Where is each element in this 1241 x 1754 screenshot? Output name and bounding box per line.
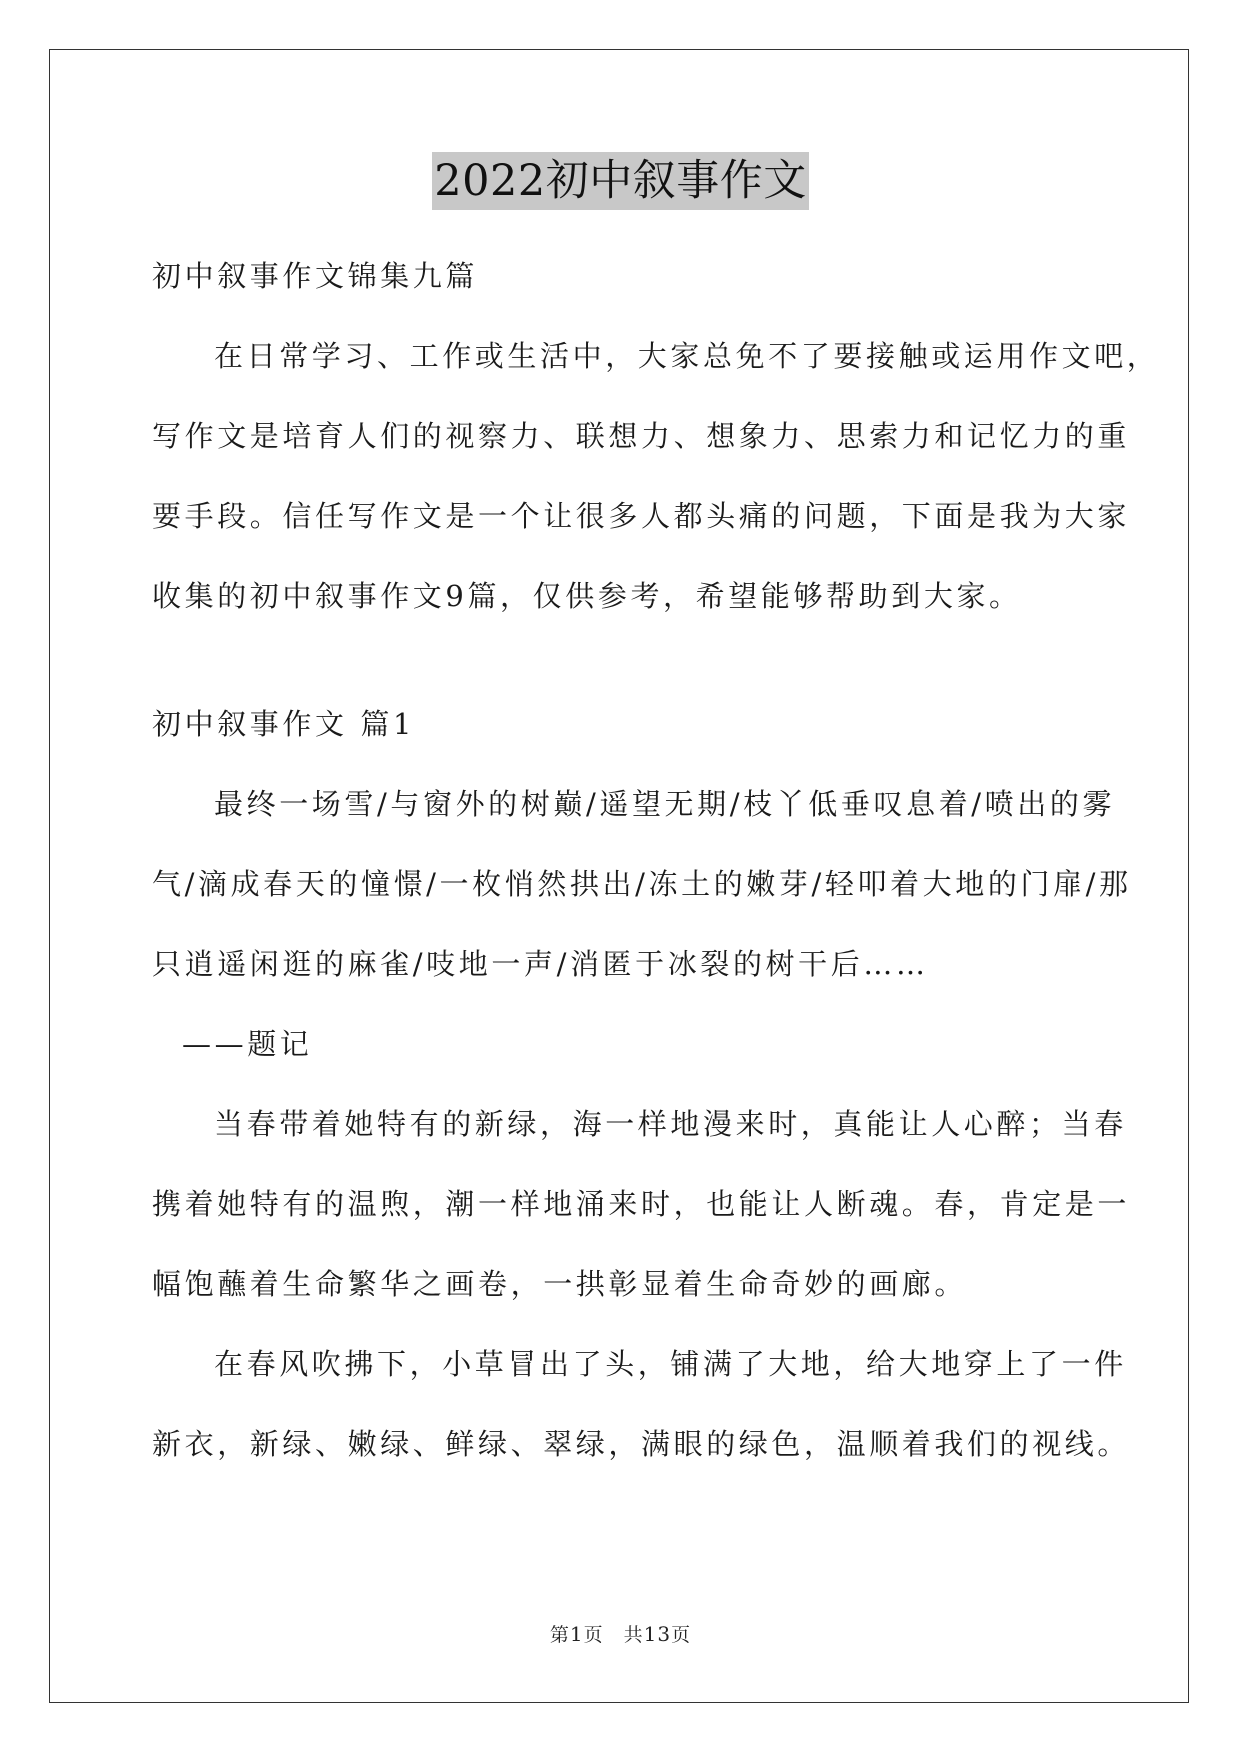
subtitle-line: 初中叙事作文锦集九篇: [152, 259, 479, 293]
intro-line: 收集的初中叙事作文9篇，仅供参考，希望能够帮助到大家。: [152, 579, 1022, 613]
document-title: 2022初中叙事作文: [432, 152, 808, 210]
paragraph-2: [152, 1324, 1131, 1484]
intro-line: 在日常学习、工作或生活中，大家总免不了要接触或运用作文吧，: [214, 339, 1160, 373]
footer-mid: 页 共: [583, 1624, 644, 1646]
paragraph-line: 新衣，新绿、嫩绿、鲜绿、翠绿，满眼的绿色，温顺着我们的视线。: [152, 1427, 1131, 1461]
poem-line: 气/滴成春天的憧憬/一枚悄然拱出/冻土的嫩芽/轻叩着大地的门扉/那: [152, 867, 1132, 901]
intro-paragraph: [152, 316, 1160, 636]
section-heading-text: 初中叙事作文 篇1: [152, 707, 416, 741]
footer-suffix: 页: [671, 1624, 692, 1646]
poem-paragraph: [152, 764, 1132, 1084]
section-heading: [152, 684, 1092, 764]
paragraph-line: 当春带着她特有的新绿，海一样地漫来时，真能让人心醉；当春: [214, 1107, 1127, 1141]
page-footer: [0, 1620, 1241, 1647]
poem-line: 只逍遥闲逛的麻雀/吱地一声/消匿于冰裂的树干后……: [152, 947, 929, 981]
document-subtitle: [152, 236, 1092, 316]
poem-line: 最终一场雪/与窗外的树巅/遥望无期/枝丫低垂叹息着/喷出的雾: [214, 787, 1116, 821]
footer-total-pages: 13: [643, 1622, 672, 1646]
paragraph-line: 在春风吹拂下，小草冒出了头，铺满了大地，给大地穿上了一件: [214, 1347, 1127, 1381]
intro-line: 要手段。信任写作文是一个让很多人都头痛的问题，下面是我为大家: [152, 499, 1131, 533]
epigraph: ——题记: [182, 1027, 313, 1061]
footer-current-page: 1: [569, 1622, 584, 1646]
intro-line: 写作文是培育人们的视察力、联想力、想象力、思索力和记忆力的重: [152, 419, 1131, 453]
paragraph-1: [152, 1084, 1131, 1324]
title-container: [0, 152, 1241, 210]
paragraph-line: 携着她特有的温煦，潮一样地涌来时，也能让人断魂。春，肯定是一: [152, 1187, 1131, 1221]
footer-prefix: 第: [549, 1624, 570, 1646]
paragraph-line: 幅饱蘸着生命繁华之画卷，一拱彰显着生命奇妙的画廊。: [152, 1267, 968, 1301]
